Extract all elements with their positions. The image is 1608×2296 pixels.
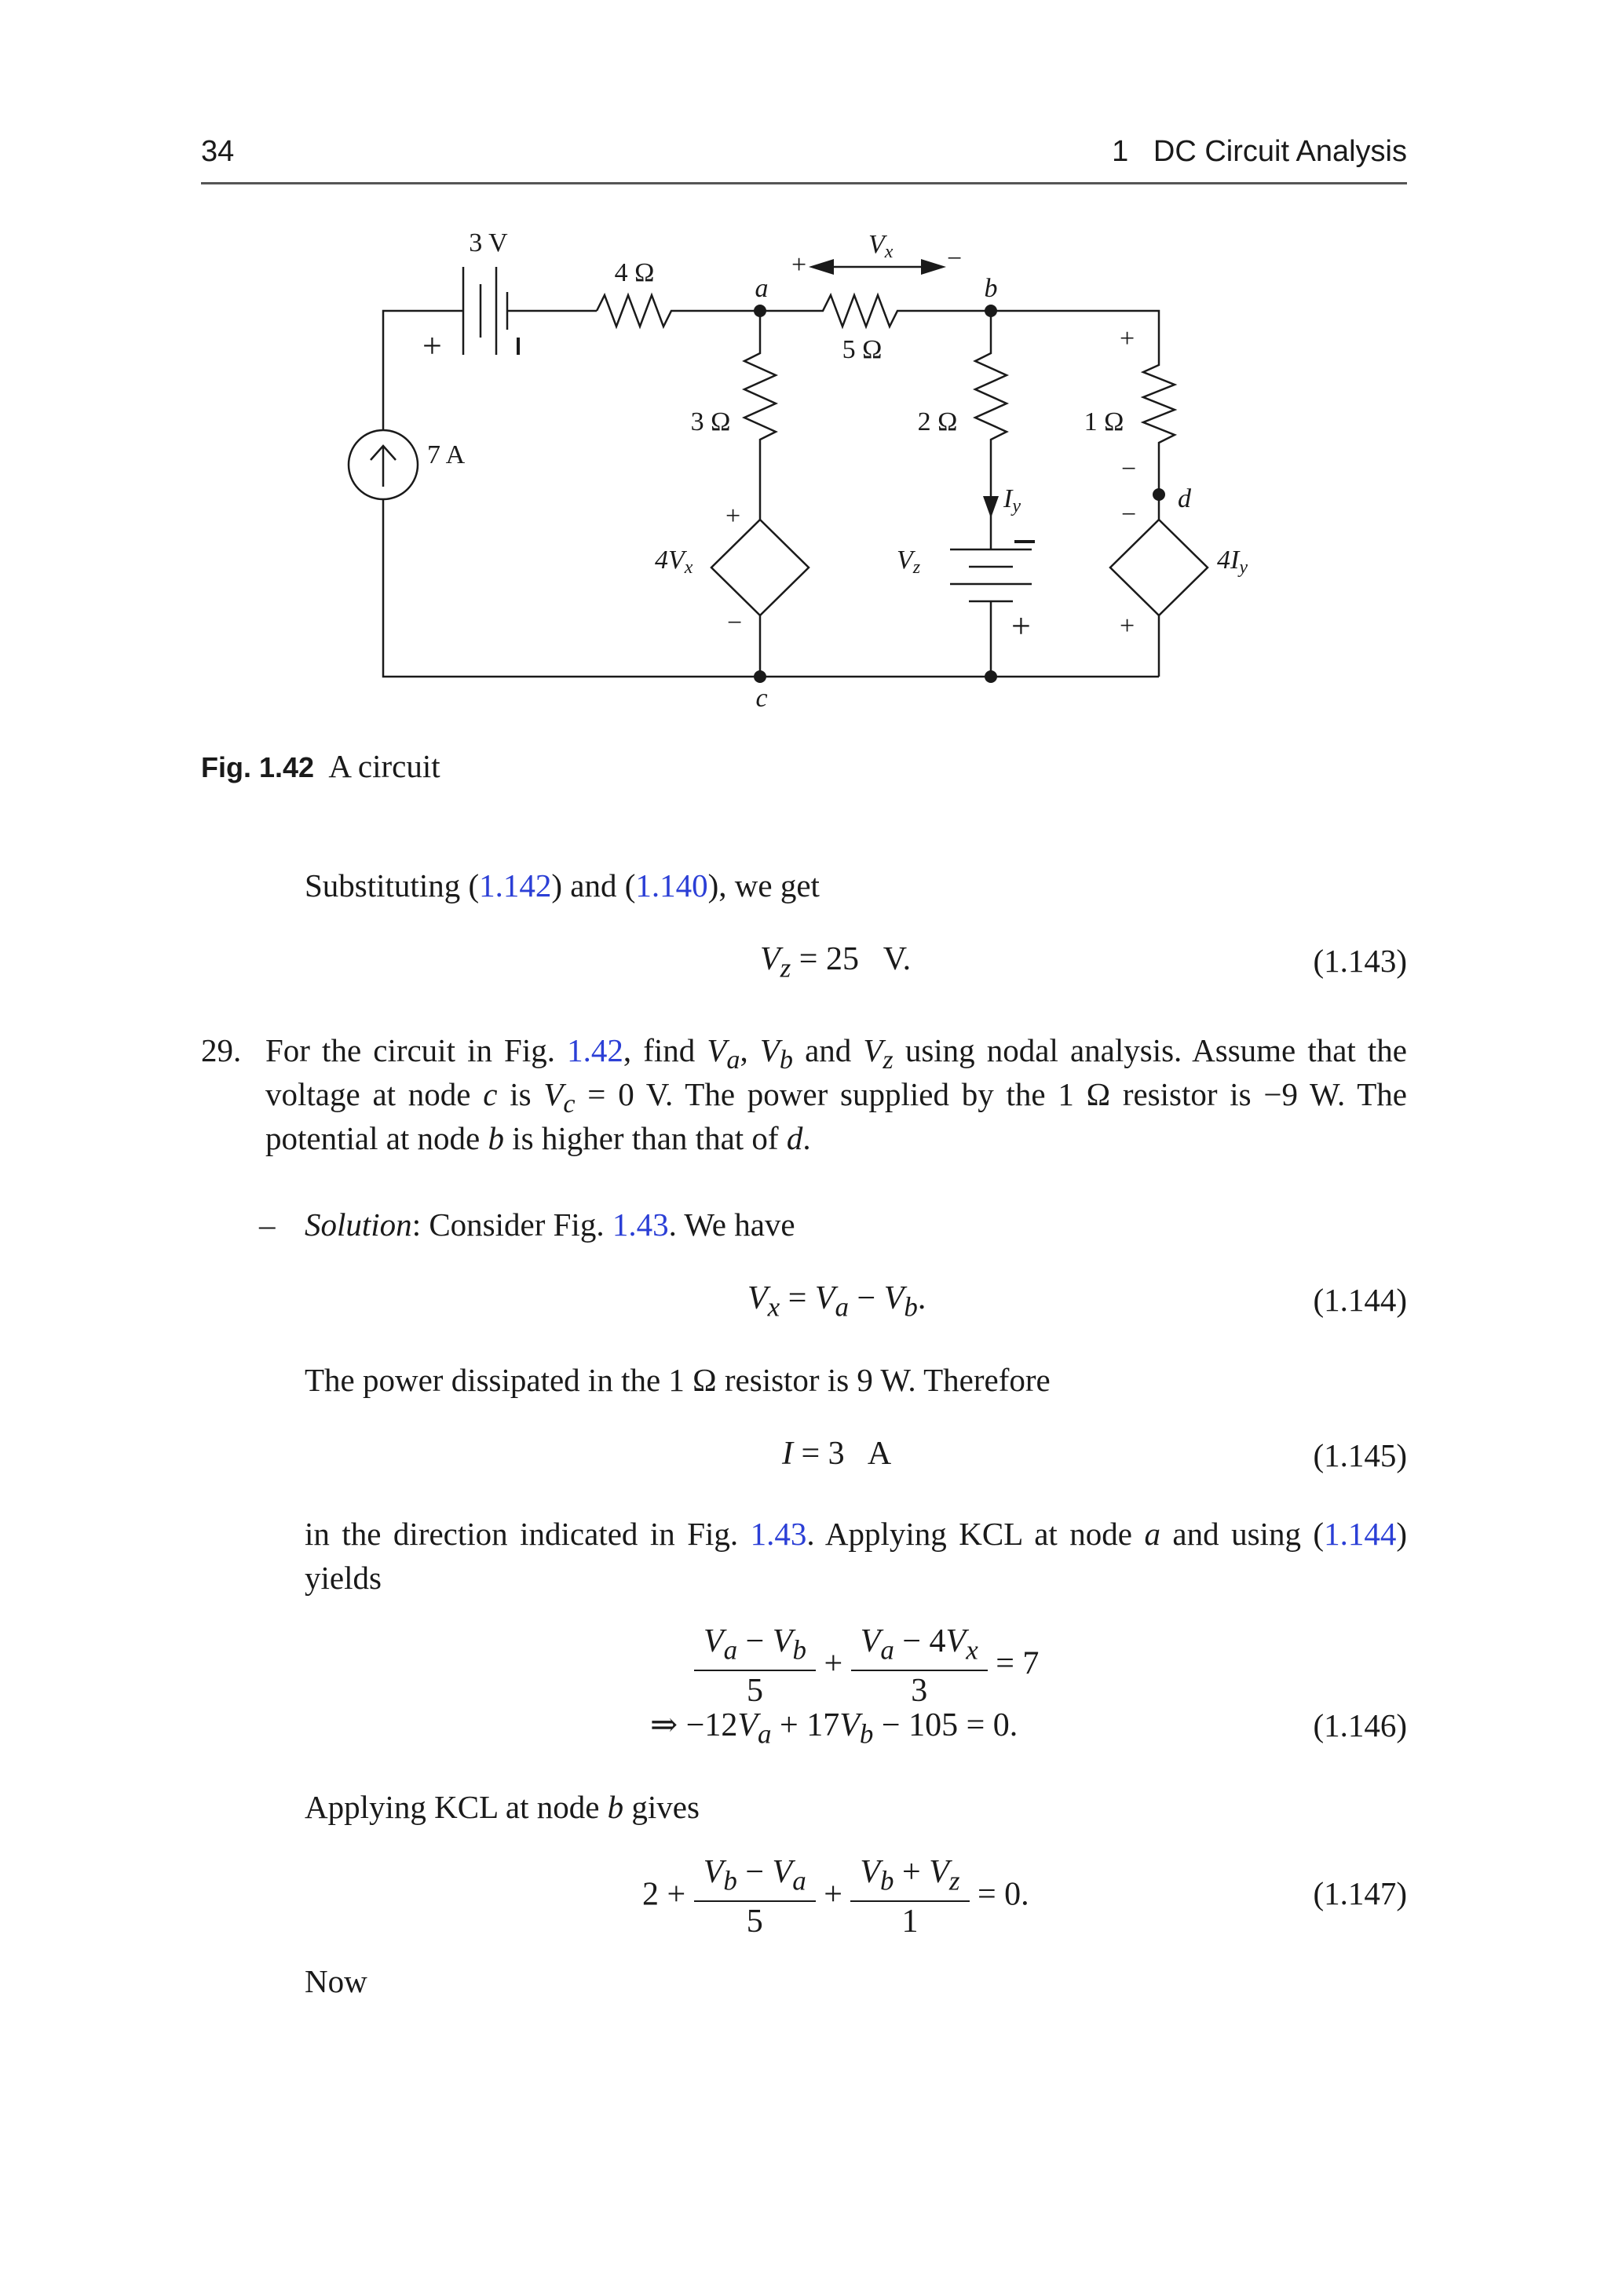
- ref-link[interactable]: 1.142: [479, 867, 552, 903]
- running-header: 1 DC Circuit Analysis: [1112, 135, 1407, 168]
- ref-link[interactable]: 1.42: [567, 1032, 623, 1068]
- paragraph-now: Now: [305, 1963, 367, 1999]
- vx-plus: +: [791, 250, 807, 279]
- equation-1-144: $V_x = V_a - V_b$.: [747, 1280, 926, 1323]
- source-label: 7 A: [427, 440, 466, 469]
- dep-v-plus: +: [725, 502, 741, 531]
- eq-number: (1.145): [1313, 1437, 1407, 1473]
- equation-1-147: 2 + $\frac{V_b - V_a}{5}$ + $\frac{V_b + V_z}{1}$ = 0.: [642, 1854, 1029, 1940]
- bottom-node-dot: [985, 670, 997, 683]
- vx-minus: −: [947, 244, 963, 273]
- problem-line-2: voltage at node c is $V_c = 0$ V. The power supplied by the 1 Ω resistor is −9 W. The: [265, 1076, 1407, 1119]
- vz-plus: +: [1011, 607, 1031, 645]
- dep-i-plus: +: [1120, 611, 1135, 641]
- r2-label: 2 Ω: [917, 407, 958, 436]
- node-a-label: a: [755, 274, 769, 303]
- eq-number: (1.147): [1313, 1875, 1407, 1911]
- paragraph-yields: yields: [305, 1560, 382, 1596]
- circuit-diagram: [314, 212, 1335, 730]
- problem-number: 29.: [201, 1032, 242, 1068]
- node-b-dot: [985, 305, 997, 317]
- eq-number: (1.144): [1313, 1282, 1407, 1318]
- iy-label: Iy: [1003, 484, 1021, 517]
- battery-label: 3 V: [469, 228, 508, 257]
- dep-current-label: 4Iy: [1217, 546, 1248, 578]
- dep-i-minus: −: [1121, 500, 1137, 529]
- r1-minus: −: [1121, 454, 1137, 484]
- paragraph-power: The power dissipated in the 1 Ω resistor is 9 W. Therefore: [305, 1362, 1051, 1398]
- battery-plus: +: [422, 327, 442, 365]
- r5-label: 5 Ω: [842, 335, 883, 364]
- node-a-dot: [754, 305, 766, 317]
- problem-line-3: potential at node b is higher than that of d.: [265, 1120, 811, 1156]
- node-c-label: c: [755, 684, 768, 713]
- r1-plus: +: [1120, 324, 1135, 353]
- r4-label: 4 Ω: [614, 258, 655, 287]
- vx-label: Vx: [868, 230, 894, 262]
- eq-number: (1.143): [1313, 943, 1407, 979]
- paragraph-substituting: Substituting (1.142) and (1.140), we get: [305, 867, 820, 903]
- dep-v-minus: −: [727, 608, 743, 637]
- page-number: 34: [201, 135, 235, 168]
- figure-caption: [201, 744, 440, 790]
- ref-link[interactable]: 1.43: [750, 1516, 807, 1552]
- caption-text: A circuit: [328, 748, 440, 784]
- eq-number: (1.146): [1313, 1707, 1407, 1743]
- equation-1-145: I = 3 A: [782, 1436, 892, 1472]
- node-d-dot: [1153, 488, 1165, 501]
- equation-1-146-line2: ⇒ $-12V_a + 17V_b - 105 = 0$.: [650, 1707, 1018, 1750]
- r1-label: 1 Ω: [1084, 407, 1124, 436]
- vz-label: Vz: [897, 546, 921, 578]
- equation-1-143: $V_z = 25$ V.: [760, 941, 912, 984]
- dep-voltage-label: 4Vx: [655, 546, 693, 578]
- paragraph-kcl-b: Applying KCL at node b gives: [305, 1789, 700, 1825]
- ref-link[interactable]: 1.43: [612, 1206, 669, 1243]
- paragraph-direction: in the direction indicated in Fig. 1.43. Applying KCL at node a and using (1.144): [305, 1516, 1407, 1552]
- ref-link[interactable]: 1.140: [635, 867, 708, 903]
- node-b-label: b: [984, 274, 998, 303]
- r3-label: 3 Ω: [690, 407, 731, 436]
- ref-link[interactable]: 1.144: [1324, 1516, 1397, 1552]
- equation-1-146-line1: $\frac{V_a - V_b}{5}$ + $\frac{V_a - 4V_x}{3}$ = 7: [694, 1622, 1039, 1710]
- caption-label: Fig. 1.42: [201, 751, 315, 783]
- solution-line: Solution: Consider Fig. 1.43. We have: [305, 1206, 795, 1243]
- solution-dash: –: [259, 1206, 276, 1243]
- node-c-dot: [754, 670, 766, 683]
- node-d-label: d: [1178, 484, 1191, 513]
- header-rule: [201, 182, 1407, 184]
- problem-line-1: For the circuit in Fig. 1.42, find $V_a$, $V_b$ and $V_z$ using nodal analysis. Assume that the: [265, 1032, 1408, 1075]
